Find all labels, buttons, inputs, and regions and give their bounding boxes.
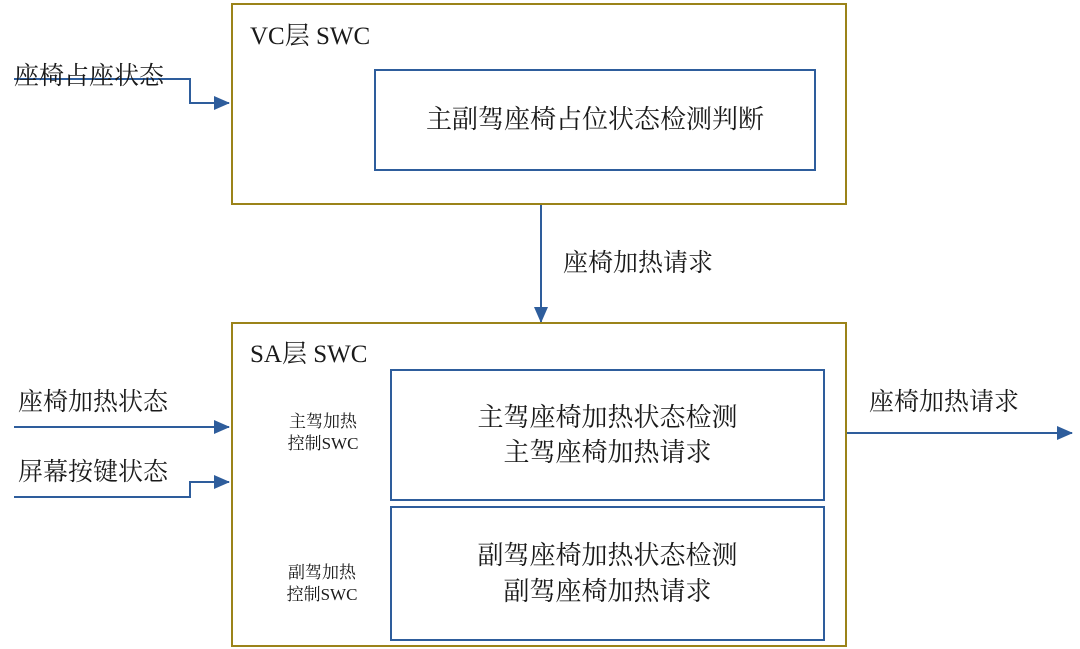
driver-heat-ctrl-swc-line-2: 控制SWC [287,434,359,454]
seat-occupancy-detect-box [374,69,816,171]
passenger-seat-heat-line-1: 副驾座椅加热状态检测 [477,541,738,571]
driver-seat-heat-box [390,369,825,501]
passenger-heat-ctrl-swc-label [262,562,382,606]
signal-seat-heat-request-output: 座椅加热请求 [869,389,1020,416]
seat-occupancy-detect-line-1: 主副驾座椅占位状态检测判断 [425,105,764,135]
sa-layer-swc-title: SA层 SWC [250,341,368,368]
driver-heat-ctrl-swc-line-1: 主驾加热 [289,412,357,431]
driver-seat-heat-line-2: 主驾座椅加热请求 [503,438,712,467]
passenger-heat-ctrl-swc-line-2: 控制SWC [286,585,358,605]
passenger-seat-heat-box [390,506,825,641]
signal-seat-heat-status: 座椅加热状态 [18,389,169,416]
driver-heat-ctrl-swc-label [268,411,378,455]
signal-screen-key-status: 屏幕按键状态 [18,459,169,486]
passenger-heat-ctrl-swc-line-1: 副驾加热 [288,563,356,582]
signal-seat-occupancy-status: 座椅占座状态 [14,63,165,90]
signal-seat-heat-request-middle: 座椅加热请求 [563,250,714,277]
passenger-seat-heat-line-2: 副驾座椅加热请求 [503,576,712,606]
vc-layer-swc-title: VC层 SWC [250,23,371,50]
driver-seat-heat-line-1: 主驾座椅加热状态检测 [477,402,738,432]
